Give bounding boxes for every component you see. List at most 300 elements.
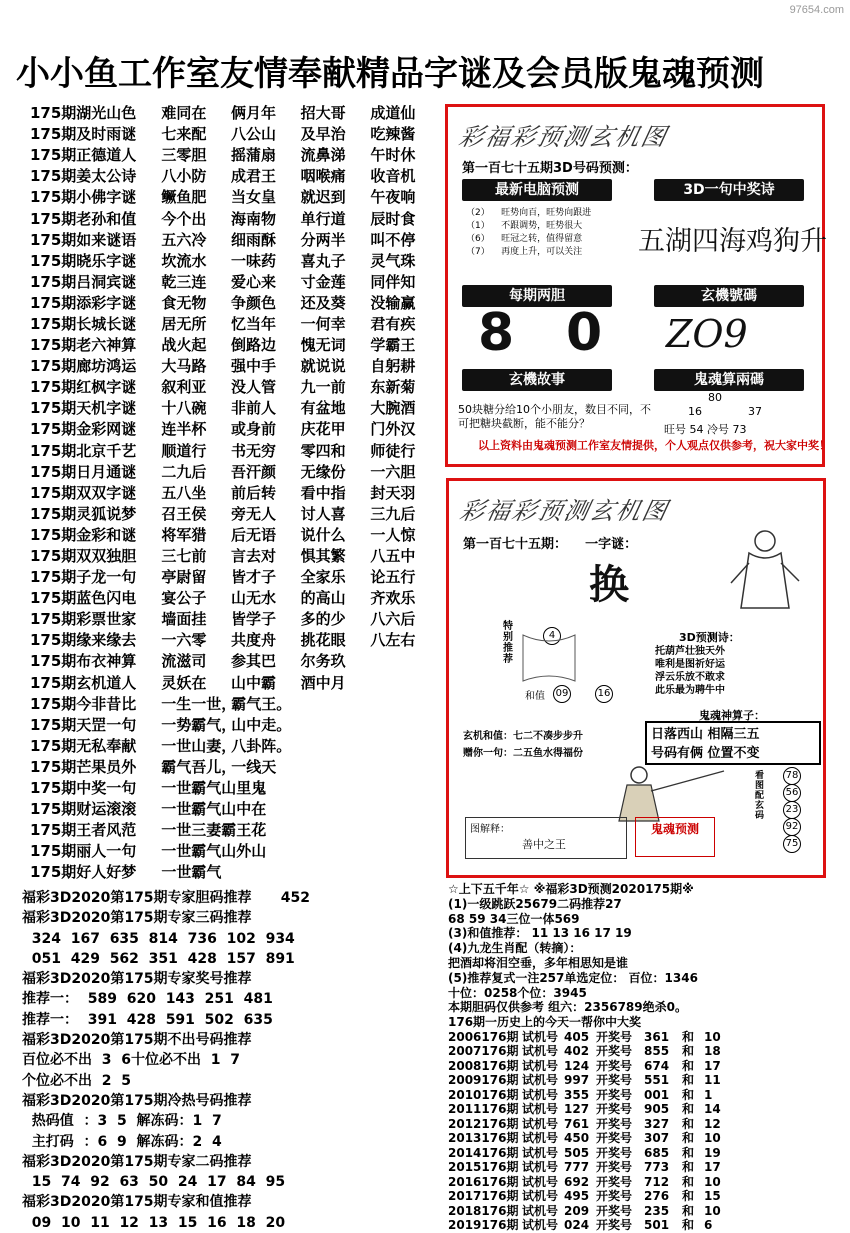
riddle-cell: 当女皇 <box>231 188 277 207</box>
history-cell: 开奖号 <box>596 1044 633 1059</box>
riddle-cell: 175期缘来缘去 <box>30 631 137 650</box>
riddle-cell: 尔务玖 <box>300 652 346 671</box>
recommend-line: 十位：0258个位：3945 <box>448 985 587 1000</box>
history-cell: 开奖号 <box>596 1189 633 1204</box>
riddle-cell: 175期布衣神算 <box>30 652 137 671</box>
history-cell: 试机号 <box>522 1102 559 1117</box>
history-cell: 209 <box>564 1203 590 1218</box>
ghost-number-2: 16 <box>688 405 702 418</box>
poem-line: 唯利是图祈好运 <box>655 659 725 670</box>
riddle-cell: 收音机 <box>370 167 416 186</box>
riddle-cell: 大马路 <box>161 357 207 376</box>
riddle-row <box>30 819 440 840</box>
riddle-cell: 一世山妻， <box>161 736 237 755</box>
history-section <box>448 882 843 1233</box>
riddle-cell: 喜丸子 <box>300 251 346 270</box>
riddle-cell: 五六冷 <box>161 230 207 249</box>
tag-two-dan: 每期两胆 <box>462 285 612 307</box>
riddle-cell: 有盆地 <box>300 399 346 418</box>
ghost-calc-line-2: 号码有俩 位置不变 <box>651 746 760 761</box>
history-cell: 试机号 <box>522 1160 559 1175</box>
riddle-cell: 今个出 <box>161 209 207 228</box>
history-row <box>448 1131 843 1146</box>
riddle-cell: 175期蓝色闪电 <box>30 589 137 608</box>
riddle-cell: 全家乐 <box>300 568 346 587</box>
riddle-cell: 二九后 <box>161 462 207 481</box>
circled-number-four: 4 <box>543 627 561 645</box>
history-table <box>448 1030 843 1233</box>
riddle-cell: 成道仙 <box>370 104 416 123</box>
riddle-row <box>30 102 440 123</box>
riddle-cell: 爱心来 <box>231 272 277 291</box>
history-cell: 开奖号 <box>596 1087 633 1102</box>
history-cell: 127 <box>564 1102 590 1117</box>
riddle-cell: 八公山 <box>231 125 277 144</box>
riddle-row <box>30 418 440 439</box>
recommend-line: (5)推荐复式一注257单选定位： 百位：1346 <box>448 970 698 985</box>
riddle-cell: 辰时食 <box>370 209 416 228</box>
hot-cold-numbers: 旺号 54 冷号 73 <box>664 423 747 436</box>
history-cell: 505 <box>564 1145 590 1160</box>
riddle-cell: 吾汗颜 <box>231 462 277 481</box>
riddle-cell: 175期灵狐说梦 <box>30 504 137 523</box>
prediction-line: 主打码 ：6 9 解冻码：2 4 <box>22 1133 222 1150</box>
riddle-cell: 175期红枫字谜 <box>30 378 137 397</box>
riddle-cell: 175期玄机道人 <box>30 673 137 692</box>
riddle-row <box>30 524 440 545</box>
history-cell: 试机号 <box>522 1145 559 1160</box>
history-cell: 2014176期 <box>448 1145 519 1160</box>
ghost-calc-box <box>645 721 821 765</box>
history-cell: 试机号 <box>522 1073 559 1088</box>
riddle-cell: 175期财运滚滚 <box>30 800 137 819</box>
sum-number-1: 09 <box>553 685 571 703</box>
history-cell: 15 <box>704 1189 721 1204</box>
riddle-row <box>30 482 440 503</box>
riddle-cell: 一何幸 <box>300 314 346 333</box>
riddle-cell: 后无语 <box>231 525 277 544</box>
history-row <box>448 1102 843 1117</box>
riddle-row <box>30 798 440 819</box>
ghost-number-3: 37 <box>748 405 762 418</box>
prize-poem: 五湖四海鸡狗升 <box>638 226 827 257</box>
prediction-panel-bottom <box>446 478 826 878</box>
riddle-cell: 175期王者风范 <box>30 821 137 840</box>
riddle-cell: 175期金彩和谜 <box>30 525 137 544</box>
history-row <box>448 1044 843 1059</box>
riddle-cell: 一世霸气山中在 <box>161 800 267 819</box>
mystery-sum-text: 玄机和值：七二不凑步步升 <box>463 731 583 742</box>
recommend-line: 176期一历史上的今天一帮你中大奖 <box>448 1015 642 1030</box>
riddle-character: 换 <box>589 562 629 608</box>
prediction-line: 福彩3D2020第175期专家奖号推荐 <box>22 971 252 988</box>
history-cell: 692 <box>564 1174 590 1189</box>
history-row <box>448 1160 843 1175</box>
riddle-cell: 175期及时雨谜 <box>30 125 137 144</box>
riddle-row <box>30 186 440 207</box>
riddle-cell: 的高山 <box>300 589 346 608</box>
history-cell: 开奖号 <box>596 1131 633 1146</box>
riddle-cell: 175期天罡一句 <box>30 715 137 734</box>
side-circle-number: 92 <box>783 818 801 836</box>
riddle-cell: 多的少 <box>300 610 346 629</box>
history-cell: 和 <box>682 1131 695 1146</box>
dan-number-2: 0 <box>566 303 603 363</box>
riddle-cell: 霸气王。 <box>231 694 292 713</box>
history-cell: 开奖号 <box>596 1160 633 1175</box>
riddle-cell: 惧其繁 <box>300 547 346 566</box>
history-cell: 2010176期 <box>448 1087 519 1102</box>
riddle-cell: 没输赢 <box>370 293 416 312</box>
riddle-row <box>30 672 440 693</box>
riddle-cell: 齐欢乐 <box>370 589 416 608</box>
prediction-line: 324 167 635 814 736 102 934 <box>22 930 295 947</box>
riddle-cell: 175期老孙和值 <box>30 209 137 228</box>
history-cell: 和 <box>682 1029 695 1044</box>
riddle-cell: 一世三妻霸王花 <box>161 821 267 840</box>
riddle-cell: 居无所 <box>161 314 207 333</box>
prediction-line: 051 429 562 351 428 157 891 <box>22 950 295 967</box>
recommend-line: (1)一级跳跃25679二码推荐27 <box>448 896 622 911</box>
history-cell: 2018176期 <box>448 1203 519 1218</box>
riddle-row <box>30 250 440 271</box>
history-cell: 和 <box>682 1174 695 1189</box>
riddle-cell: 175期彩票世家 <box>30 610 137 629</box>
riddle-row <box>30 207 440 228</box>
riddle-cell: 五八坐 <box>161 483 207 502</box>
riddle-cell: 175期无私奉献 <box>30 736 137 755</box>
history-cell: 开奖号 <box>596 1145 633 1160</box>
riddle-cell: 看中指 <box>300 483 346 502</box>
riddle-cell: 自躬耕 <box>370 357 416 376</box>
sage-figure-icon <box>719 523 809 623</box>
riddle-cell: 175期中奖一句 <box>30 779 137 798</box>
history-cell: 235 <box>644 1203 670 1218</box>
riddle-row <box>30 440 440 461</box>
riddle-row <box>30 714 440 735</box>
riddle-cell: 寸金莲 <box>300 272 346 291</box>
riddle-cell: 175期添彩字谜 <box>30 293 137 312</box>
riddle-cell: 十八碗 <box>161 399 207 418</box>
riddle-cell: 175期北京千艺 <box>30 441 137 460</box>
history-cell: 开奖号 <box>596 1102 633 1117</box>
history-cell: 2011176期 <box>448 1102 519 1117</box>
riddle-cell: 八小防 <box>161 167 207 186</box>
history-row <box>448 1088 843 1103</box>
history-cell: 10 <box>704 1203 721 1218</box>
history-cell: 18 <box>704 1044 721 1059</box>
riddle-cell: 175期双双独胆 <box>30 547 137 566</box>
ghost-stamp: 鬼魂预测 <box>635 817 715 857</box>
history-row <box>448 1073 843 1088</box>
riddle-row <box>30 735 440 756</box>
prediction-panel-top <box>445 104 830 467</box>
history-cell: 和 <box>682 1160 695 1175</box>
riddle-cell: 午时休 <box>370 146 416 165</box>
riddle-cell: 招大哥 <box>300 104 346 123</box>
tag-computer-prediction: 最新电脑预测 <box>462 179 612 201</box>
history-cell: 和 <box>682 1145 695 1160</box>
side-circle-number: 56 <box>783 784 801 802</box>
disclaimer-note: 以上资料由鬼魂预测工作室友情提供，个人观点仅供参考，祝大家中奖！ <box>478 439 830 452</box>
history-cell: 2008176期 <box>448 1058 519 1073</box>
history-cell: 开奖号 <box>596 1218 633 1233</box>
recommend-line: (4)九龙生肖配（转摘）： <box>448 941 582 956</box>
prediction-line: 15 74 92 63 50 24 17 84 95 <box>22 1174 286 1191</box>
riddle-row <box>30 587 440 608</box>
riddle-cell: 八六后 <box>370 610 416 629</box>
history-header: ☆上下五千年☆ ※福彩3D预测2020175期※ <box>448 882 694 896</box>
history-cell: 997 <box>564 1073 590 1088</box>
history-cell: 试机号 <box>522 1029 559 1044</box>
side-circle-number: 23 <box>783 801 801 819</box>
computer-prediction-line: （2） 旺势向百，旺势向跟进 <box>466 208 592 218</box>
riddle-cell: 一人惊 <box>370 525 416 544</box>
ghost-number-1: 80 <box>708 391 722 404</box>
riddle-cell: 175期金彩网谜 <box>30 420 137 439</box>
history-cell: 和 <box>682 1102 695 1117</box>
poem-line: 托葫芦壮独天外 <box>655 646 725 657</box>
panel-banner: 彩福彩预测玄机图 <box>456 123 671 151</box>
riddle-cell: 175期芒果员外 <box>30 757 137 776</box>
riddle-cell: 三零胆 <box>161 146 207 165</box>
riddle-cell: 倒路边 <box>231 336 277 355</box>
history-cell: 17 <box>704 1160 721 1175</box>
history-cell: 855 <box>644 1044 670 1059</box>
riddle-cell: 三七前 <box>161 547 207 566</box>
riddle-row <box>30 165 440 186</box>
ghost-calc-line-1: 日落西山 相隔三五 <box>651 727 760 742</box>
riddle-cell: 午夜响 <box>370 188 416 207</box>
history-cell: 2013176期 <box>448 1131 519 1146</box>
history-cell: 10 <box>704 1131 721 1146</box>
history-cell: 12 <box>704 1116 721 1131</box>
riddle-cell: 墙面挂 <box>161 610 207 629</box>
history-cell: 450 <box>564 1131 590 1146</box>
dan-number-1: 8 <box>478 303 515 363</box>
riddle-cell: 书无穷 <box>231 441 277 460</box>
history-cell: 2015176期 <box>448 1160 519 1175</box>
riddle-cell: 同伴知 <box>370 272 416 291</box>
riddle-cell: 流鼻涕 <box>300 146 346 165</box>
riddle-row <box>30 376 440 397</box>
history-cell: 276 <box>644 1189 670 1204</box>
history-cell: 2019176期 <box>448 1218 519 1233</box>
poem-title: 3D预测诗： <box>679 631 740 644</box>
riddle-cell: 言去对 <box>231 547 277 566</box>
history-cell: 773 <box>644 1160 670 1175</box>
riddle-cell: 175期日月通谜 <box>30 462 137 481</box>
riddle-cell: 九一前 <box>300 378 346 397</box>
riddle-row <box>30 397 440 418</box>
riddle-cell: 说什么 <box>300 525 346 544</box>
history-cell: 551 <box>644 1073 670 1088</box>
history-cell: 和 <box>682 1218 695 1233</box>
riddle-cell: 七来配 <box>161 125 207 144</box>
riddle-cell: 一世霸气山里鬼 <box>161 779 267 798</box>
riddle-row <box>30 503 440 524</box>
riddle-cell: 零四和 <box>300 441 346 460</box>
history-cell: 2012176期 <box>448 1116 519 1131</box>
riddle-cell: 一六胆 <box>370 462 416 481</box>
riddle-cell: 175期小佛字谜 <box>30 188 137 207</box>
ghost-calc-title: 鬼魂神算子： <box>699 709 765 722</box>
riddle-cell: 君有疾 <box>370 314 416 333</box>
riddle-cell: 霸气吾儿， <box>161 757 237 776</box>
history-row <box>448 1030 843 1045</box>
riddle-row <box>30 461 440 482</box>
riddle-cell: 将军猎 <box>161 525 207 544</box>
riddle-cell: 山中走。 <box>231 715 292 734</box>
history-cell: 试机号 <box>522 1044 559 1059</box>
riddle-cell: 旁无人 <box>231 504 277 523</box>
riddle-cell: 俩月年 <box>231 104 277 123</box>
panel-subtitle: 第一百七十五期3D号码预测： <box>462 161 638 176</box>
history-cell: 10 <box>704 1029 721 1044</box>
site-watermark: 97654.com <box>789 4 844 16</box>
riddle-cell: 或身前 <box>231 420 277 439</box>
riddle-cell: 一线天 <box>231 757 277 776</box>
riddle-row <box>30 144 440 165</box>
riddle-cell: 一生一世， <box>161 694 237 713</box>
history-cell: 试机号 <box>522 1189 559 1204</box>
prediction-line: 热码值 ：3 5 解冻码：1 7 <box>22 1113 222 1130</box>
riddle-cell: 175期湖光山色 <box>30 104 137 123</box>
riddle-cell: 挑花眼 <box>300 631 346 650</box>
riddle-cell: 咽喉痛 <box>300 167 346 186</box>
riddle-cell: 封天羽 <box>370 483 416 502</box>
page-title: 小小鱼工作室友情奉献精品字谜及会员版鬼魂预测 <box>16 54 764 94</box>
history-cell: 开奖号 <box>596 1203 633 1218</box>
riddle-cell: 175期长城长谜 <box>30 314 137 333</box>
riddle-cell: 175期今非昔比 <box>30 694 137 713</box>
riddle-cell: 参其巴 <box>231 652 277 671</box>
tag-prize-poem: 3D一句中奖诗 <box>654 179 804 201</box>
riddle-cell: 忆当年 <box>231 314 277 333</box>
riddle-cell: 庆花甲 <box>300 420 346 439</box>
riddle-cell: 175期廊坊鸿运 <box>30 357 137 376</box>
history-cell: 试机号 <box>522 1087 559 1102</box>
prediction-line: 百位必不出 3 6十位必不出 1 7 <box>22 1052 240 1069</box>
history-cell: 和 <box>682 1058 695 1073</box>
riddle-cell: 成君王 <box>231 167 277 186</box>
prediction-line: 个位必不出 2 5 <box>22 1072 131 1089</box>
riddle-cell: 酒中月 <box>300 673 346 692</box>
riddle-cell: 论五行 <box>370 568 416 587</box>
riddle-cell: 一世霸气山外山 <box>161 842 267 861</box>
riddle-row <box>30 545 440 566</box>
history-cell: 2006176期 <box>448 1029 519 1044</box>
history-cell: 和 <box>682 1203 695 1218</box>
history-cell: 试机号 <box>522 1174 559 1189</box>
tag-mystery-story: 玄機故事 <box>462 369 612 391</box>
history-cell: 14 <box>704 1102 721 1117</box>
riddle-cell: 八五中 <box>370 547 416 566</box>
riddle-row <box>30 693 440 714</box>
poem-line: 此乐最为聘牛中 <box>655 685 725 696</box>
riddle-cell: 学霸王 <box>370 336 416 355</box>
history-cell: 和 <box>682 1087 695 1102</box>
history-cell: 2017176期 <box>448 1189 519 1204</box>
riddle-row <box>30 861 440 882</box>
riddle-cell: 175期子龙一句 <box>30 568 137 587</box>
history-row <box>448 1175 843 1190</box>
riddle-cell: 争颜色 <box>231 293 277 312</box>
history-row <box>448 1117 843 1132</box>
history-cell: 开奖号 <box>596 1174 633 1189</box>
history-cell: 试机号 <box>522 1218 559 1233</box>
panel-banner: 彩福彩预测玄机图 <box>457 497 672 525</box>
riddle-cell: 东新菊 <box>370 378 416 397</box>
history-cell: 001 <box>644 1087 670 1102</box>
side-circle-number: 78 <box>783 767 801 785</box>
computer-prediction-line: （6） 旺冠之转，值得留意 <box>466 234 583 244</box>
computer-prediction-line: （7） 再度上升，可以关注 <box>466 247 583 257</box>
riddle-cell: 乾三连 <box>161 272 207 291</box>
riddle-cell: 三九后 <box>370 504 416 523</box>
riddle-cell: 灵气珠 <box>370 251 416 270</box>
history-cell: 674 <box>644 1058 670 1073</box>
riddle-cell: 亭尉留 <box>161 568 207 587</box>
riddle-cell: 分两半 <box>300 230 346 249</box>
riddle-cell: 大腕酒 <box>370 399 416 418</box>
riddle-cell: 175期如来谜语 <box>30 230 137 249</box>
mystery-code-script: ZO9 <box>666 312 748 356</box>
history-cell: 124 <box>564 1058 590 1073</box>
riddle-row <box>30 840 440 861</box>
riddle-cell: 摇蒲扇 <box>231 146 277 165</box>
riddle-cell: 八卦阵。 <box>231 736 292 755</box>
riddle-cell: 前后转 <box>231 483 277 502</box>
recommend-lines <box>448 897 843 1030</box>
riddle-cell: 海南物 <box>231 209 277 228</box>
history-cell: 2009176期 <box>448 1073 519 1088</box>
riddle-cell: 175期老六神算 <box>30 336 137 355</box>
riddle-row <box>30 777 440 798</box>
answer-label: 图解释： <box>470 824 510 835</box>
sum-number-2: 16 <box>595 685 613 703</box>
recommend-line: (3)和值推荐： 11 13 16 17 19 <box>448 926 632 941</box>
history-cell: 405 <box>564 1029 590 1044</box>
gift-sentence: 赠你一句：二五鱼水得福份 <box>463 748 583 759</box>
history-cell: 685 <box>644 1145 670 1160</box>
tag-mystery-code: 玄機號碼 <box>654 285 804 307</box>
riddle-cell: 175期丽人一句 <box>30 842 137 861</box>
riddle-cell: 强中手 <box>231 357 277 376</box>
riddle-cell: 八左右 <box>370 631 416 650</box>
prediction-list-left <box>22 888 442 1233</box>
special-recommend-label: 特别推荐 <box>503 621 513 665</box>
answer-text: 善中之王 <box>522 838 566 851</box>
prediction-line: 福彩3D2020第175期专家胆码推荐 452 <box>22 890 311 906</box>
riddle-row <box>30 334 440 355</box>
history-cell: 402 <box>564 1044 590 1059</box>
history-cell: 开奖号 <box>596 1116 633 1131</box>
history-row <box>448 1059 843 1074</box>
riddle-row <box>30 650 440 671</box>
history-cell: 开奖号 <box>596 1073 633 1088</box>
riddle-cell: 175期姜太公诗 <box>30 167 137 186</box>
history-cell: 试机号 <box>522 1116 559 1131</box>
history-row <box>448 1204 843 1219</box>
history-cell: 和 <box>682 1116 695 1131</box>
history-cell: 和 <box>682 1073 695 1088</box>
prediction-line: 09 10 11 12 13 15 16 18 20 <box>22 1214 286 1231</box>
history-row <box>448 1146 843 1161</box>
riddle-cell: 召王侯 <box>161 504 207 523</box>
riddle-cell: 叫不停 <box>370 230 416 249</box>
history-cell: 307 <box>644 1131 670 1146</box>
